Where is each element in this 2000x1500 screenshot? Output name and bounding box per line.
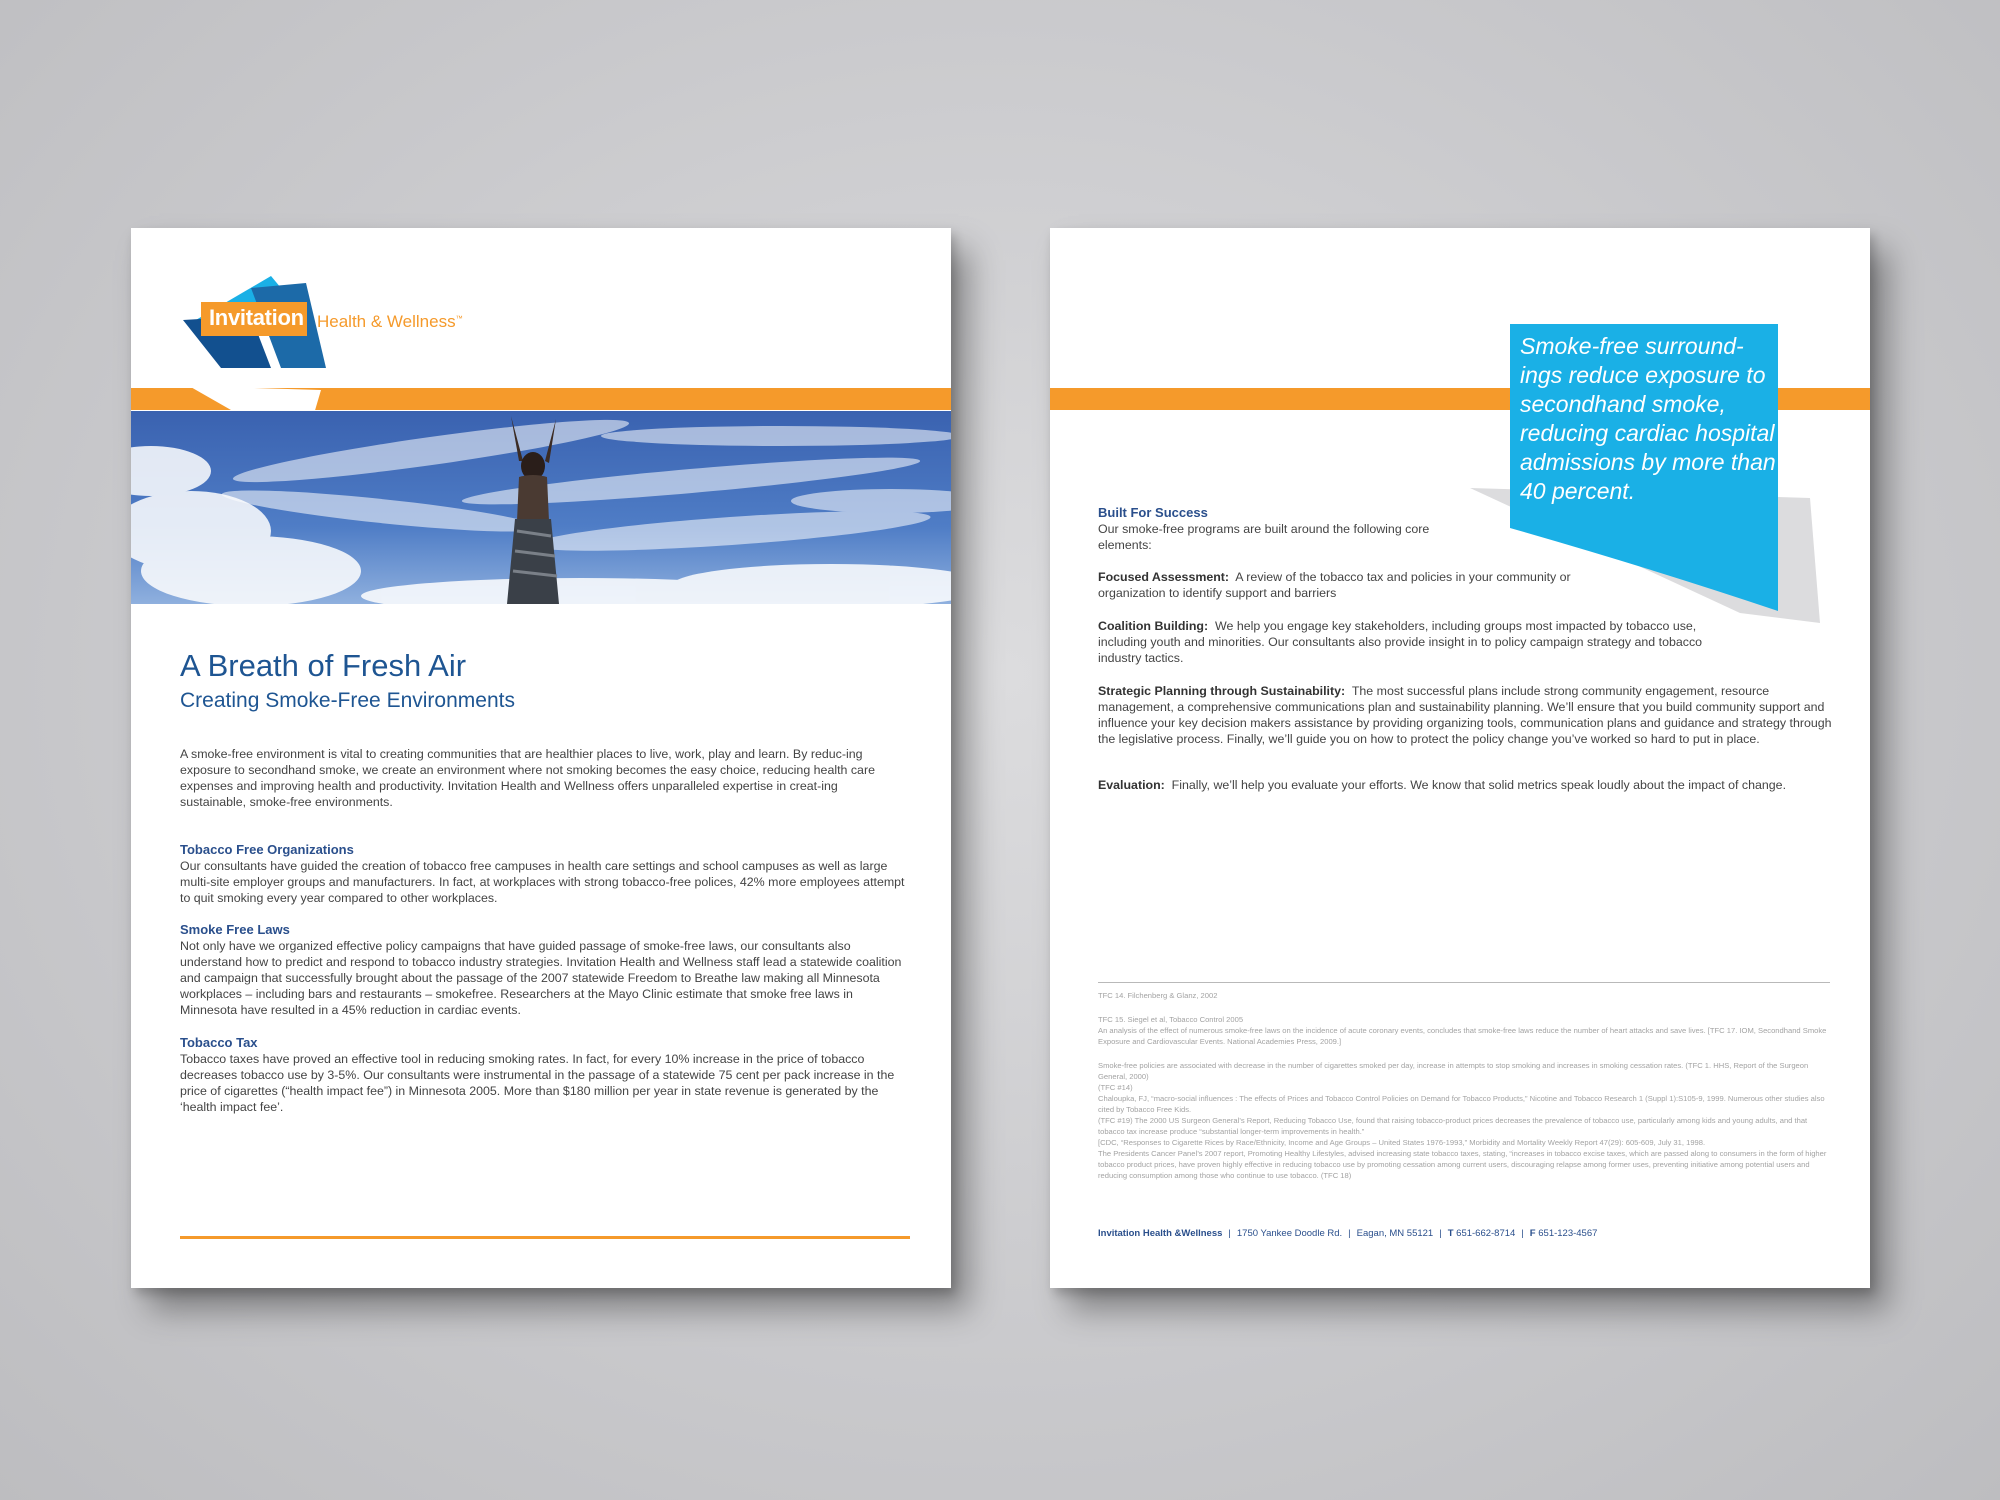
footer-rule	[180, 1236, 910, 1239]
contact-org: Invitation Health &Wellness	[1098, 1228, 1223, 1239]
reference: [CDC, “Responses to Cigarette Rices by Race/Ethnicity, Income and Age Groups – United States 1976-1993,” Morbidity and Mortality Weekly Report 47(29): 605-609, July 31, 1998.	[1098, 1138, 1706, 1147]
contact-city: Eagan, MN 55121	[1356, 1228, 1434, 1239]
company-logo	[179, 276, 479, 416]
reference: TFC 14. Filchenberg & Glanz, 2002	[1098, 991, 1218, 1000]
built-body: Our smoke-free programs are built around the following core elements:	[1098, 522, 1430, 552]
page-title: A Breath of Fresh Air	[180, 648, 467, 683]
contact-phone: 651-662-8714	[1456, 1228, 1516, 1239]
contact-address: 1750 Yankee Doodle Rd.	[1236, 1228, 1343, 1239]
brochure-back-page	[1050, 228, 1870, 1288]
reference: Smoke-free policies are associated with decrease in the number of cigarettes smoked per day, increase in attempts to stop smoking and increases in smoking cessation rates. (TFC 1. HHS, Report of the Surgeon General, 2000)	[1098, 1061, 1809, 1081]
element-coalition-building	[1098, 618, 1738, 666]
references	[1098, 990, 1833, 1181]
element-evaluation	[1098, 777, 1838, 793]
section-heading: Tobacco Free Organizations	[180, 842, 354, 857]
logo-brand: Invitation	[209, 305, 304, 330]
page-subtitle: Creating Smoke-Free Environments	[180, 689, 515, 712]
reference: The Presidents Cancer Panel’s 2007 report, Promoting Healthy Lifestyles, advised increasing state tobacco taxes, stating, “increases in tobacco excise taxes, which are passed along to consumers in the form of higher tobacco product prices, have proven highly effective in reducing tobacco use by promoting cessation among current users, discouraging relapse among former uses, preventing initiative among potential users and reducing consumption among those who continue to use tobacco. (TFC 18)	[1098, 1149, 1827, 1180]
reference: TFC 15. Siegel et al, Tobacco Control 2005	[1098, 1015, 1244, 1024]
element-lead: Coalition Building:	[1098, 619, 1209, 633]
reference: (TFC #14)	[1098, 1083, 1133, 1092]
section-body: Not only have we organized effective policy campaigns that have guided passage of smoke-free laws, our consultants also understand how to predict and respond to tobacco industry strategies. Invitation Health and Wellness staff lead a statewide coalition and campaign that successfully brought about the passage of the 2007 statewide Freedom to Breathe law making all Minnesota workplaces – including bars and restaurants – smokefree. Researchers at the Mayo Clinic estimate that smoke free laws in Minnesota have resulted in a 45% reduction in cardiac events.	[180, 939, 902, 1017]
element-lead: Focused Assessment:	[1098, 570, 1230, 584]
fax-label: F	[1529, 1228, 1536, 1239]
element-body: We help you engage key stakeholders, including groups most impacted by tobacco use, including youth and minorities. Our consultants also provide insight in to policy campaign strategy and tobacco industry tactics.	[1098, 619, 1703, 665]
intro-paragraph: A smoke-free environment is vital to creating communities that are healthier places to live, work, play and learn. By reduc-ing exposure to secondhand smoke, we create an environment where not smoking becomes the easy choice, reducing health care expenses and improving health and productivity. Invitation Health and Wellness offers unparalleled expertise in creat-ing sustainable, smoke-free environments.	[180, 747, 875, 809]
phone-label: T	[1447, 1228, 1454, 1239]
brochure-front-page	[131, 228, 951, 1288]
contact-fax: 651-123-4567	[1538, 1228, 1598, 1239]
built-heading: Built For Success	[1098, 505, 1208, 520]
hero-sky-image	[131, 411, 951, 604]
section-body: Our consultants have guided the creation of tobacco free campuses in health care settings and school campuses as well as large multi-site employer groups and manufacturers. In fact, at workplaces with strong tobacco-free polices, 42% more employees attempt to quit smoking every year compared to other workplaces.	[180, 859, 905, 905]
references-rule	[1098, 982, 1830, 983]
callout-quote: Smoke-free surround-ings reduce exposure to secondhand smoke, reducing cardiac hospital admissions by more than 40 percent.	[1520, 333, 1776, 504]
element-body: A review of the tobacco tax and policies in your community or organization to identify support and barriers	[1098, 570, 1571, 600]
section-heading: Smoke Free Laws	[180, 922, 290, 937]
section-body: Tobacco taxes have proved an effective tool in reducing smoking rates. In fact, for every 10% increase in the price of tobacco decreases tobacco use by 3-5%. Our consultants were instrumental in the passage of a statewide 75 cent per pack increase in the price of cigarettes (“health impact fee”) in Minnesota 2005. More than $180 million per year in state revenue is generated by the ‘health impact fee’.	[180, 1052, 895, 1114]
element-focused-assessment	[1098, 569, 1578, 601]
reference: Chaloupka, FJ, “macro-social influences : The effects of Prices and Tobacco Control Policies on Demand for Tobacco Products,” Nicotine and Tobacco Research 1 (Suppl 1):S105-9, 1999. Numerous other studies also cited by Tobacco Free Kids.	[1098, 1094, 1825, 1114]
trademark: ™	[455, 315, 463, 323]
built-for-success	[1098, 505, 1478, 553]
reference: An analysis of the effect of numerous smoke-free laws on the incidence of acute coronary events, concludes that smoke-free laws reduce the number of heart attacks and save lives. [TFC 17. IOM, Secondhand Smoke Exposure and Cardiovascular Events. National Academies Press, 2009.]	[1098, 1026, 1827, 1046]
logo-tagline-text: Health & Wellness	[317, 312, 456, 331]
section-heading: Tobacco Tax	[180, 1035, 258, 1050]
contact-line: Invitation Health &Wellness | 1750 Yankee Doodle Rd. | Eagan, MN 55121 | T 651-662-8714 | F 651-123-4567	[1098, 1228, 1598, 1239]
element-lead: Evaluation:	[1098, 778, 1165, 792]
element-body: The most successful plans include strong community engagement, resource management, a comprehensive communications plan and sustainability planning. We’ll ensure that you build community support and influence your key decision makers assistance by providing organizing tools, communication plans and guidance and strategy through the legislative process. Finally, we’ll guide you on how to protect the policy change you’ve worked so hard to put in place.	[1098, 684, 1832, 746]
logo-tagline	[317, 312, 463, 332]
section-smoke-free-laws	[180, 922, 905, 1018]
element-strategic-planning	[1098, 683, 1838, 747]
element-lead: Strategic Planning through Sustainability:	[1098, 684, 1346, 698]
reference: (TFC #19) The 2000 US Surgeon General’s Report, Reducing Tobacco Use, found that raising tobacco-product prices decreases the prevalence of tobacco use, particularly among kids and young adults, and that tobacco tax increase produce “substantial longer-term improvements in health.”	[1098, 1116, 1808, 1136]
section-tobacco-free-organizations	[180, 842, 905, 906]
section-tobacco-tax	[180, 1035, 905, 1115]
element-body: Finally, we’ll help you evaluate your efforts. We know that solid metrics speak loudly about the impact of change.	[1171, 778, 1787, 792]
